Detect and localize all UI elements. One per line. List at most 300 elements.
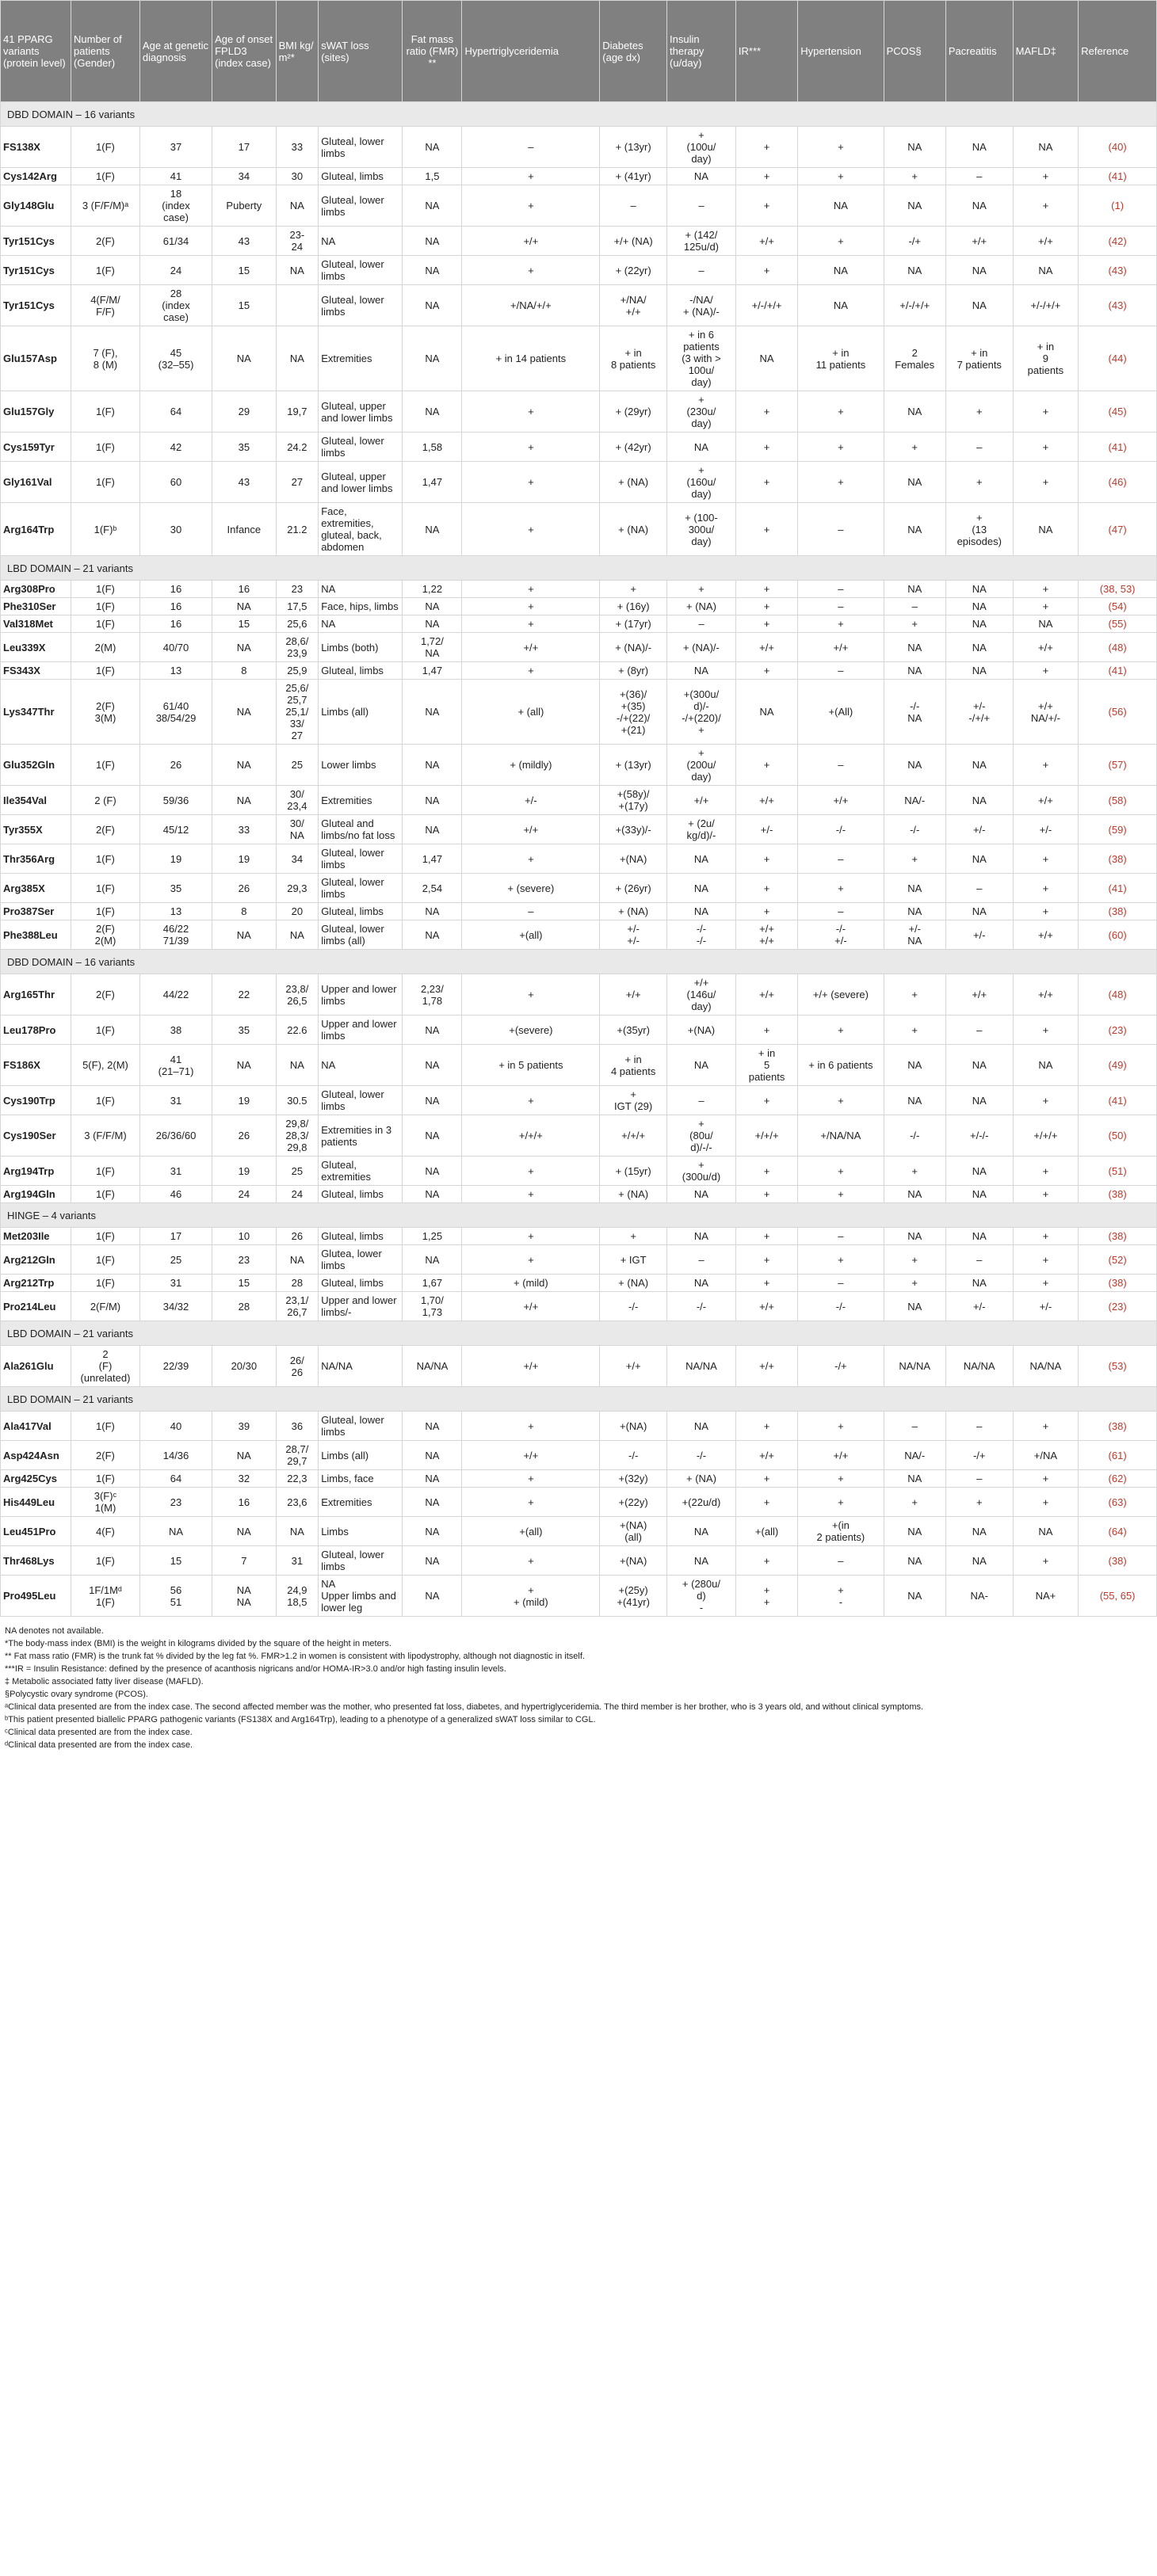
cell-swat-loss: Limbs (all) bbox=[319, 1441, 403, 1470]
cell-mafld: NA bbox=[1013, 615, 1079, 633]
cell-variant: Asp424Asn bbox=[1, 1441, 71, 1470]
cell-insulin-therapy: + (100u/ day) bbox=[667, 127, 736, 168]
cell-hypertension: +/NA/NA bbox=[798, 1115, 884, 1157]
cell-age-diagnosis: 13 bbox=[139, 903, 212, 920]
cell-age-onset: 35 bbox=[212, 433, 276, 462]
cell-ir: + bbox=[735, 581, 797, 598]
cell-variant: Arg164Trp bbox=[1, 503, 71, 556]
cell-ir: + bbox=[735, 615, 797, 633]
cell-age-diagnosis: 31 bbox=[139, 1086, 212, 1115]
cell-mafld: + bbox=[1013, 598, 1079, 615]
cell-mafld: + bbox=[1013, 185, 1079, 227]
cell-reference: (58) bbox=[1079, 786, 1157, 815]
cell-fmr: NA bbox=[403, 745, 462, 786]
footnote: §Polycystic ovary syndrome (PCOS). bbox=[5, 1690, 148, 1699]
cell-hypertriglyceridemia: + in 5 patients bbox=[462, 1045, 600, 1086]
cell-pancreatitis: NA bbox=[945, 1045, 1013, 1086]
cell-mafld: NA bbox=[1013, 1517, 1079, 1546]
cell-ir: + bbox=[735, 1275, 797, 1292]
table-row bbox=[1, 326, 1157, 391]
cell-fmr: NA bbox=[403, 598, 462, 615]
cell-variant: Arg194Gln bbox=[1, 1186, 71, 1203]
cell-pcos: -/- bbox=[884, 1115, 945, 1157]
cell-hypertriglyceridemia: +(all) bbox=[462, 920, 600, 950]
cell-insulin-therapy: + (NA) bbox=[667, 598, 736, 615]
cell-insulin-therapy: + (230u/ day) bbox=[667, 391, 736, 433]
cell-patients: 1(F) bbox=[71, 581, 140, 598]
cell-variant: Arg165Thr bbox=[1, 974, 71, 1016]
cell-pancreatitis: NA bbox=[945, 615, 1013, 633]
cell-pcos: NA bbox=[884, 874, 945, 903]
cell-fmr: NA bbox=[403, 1245, 462, 1275]
cell-pancreatitis: + bbox=[945, 1488, 1013, 1517]
cell-patients: 1(F) bbox=[71, 1412, 140, 1441]
cell-reference: (60) bbox=[1079, 920, 1157, 950]
cell-patients: 2(F) bbox=[71, 1441, 140, 1470]
cell-variant: Gly161Val bbox=[1, 462, 71, 503]
cell-ir: + bbox=[735, 391, 797, 433]
cell-insulin-therapy: NA bbox=[667, 1228, 736, 1245]
cell-hypertension: + bbox=[798, 391, 884, 433]
cell-age-onset: 26 bbox=[212, 874, 276, 903]
cell-mafld: + bbox=[1013, 1412, 1079, 1441]
cell-mafld: +/+ bbox=[1013, 920, 1079, 950]
cell-bmi: 26 bbox=[276, 1228, 319, 1245]
cell-pancreatitis: NA bbox=[945, 127, 1013, 168]
footnote: ᵃClinical data presented are from the index case. The second affected member was the mother, who presented fat loss, diabetes, and hypertriglyceridemia. The third member is her brother, who is 3 years old, and without clinical symptoms. bbox=[5, 1702, 924, 1712]
cell-bmi: 28,6/ 23,9 bbox=[276, 633, 319, 662]
cell-bmi: 25 bbox=[276, 1157, 319, 1186]
cell-variant: FS186X bbox=[1, 1045, 71, 1086]
cell-reference: (52) bbox=[1079, 1245, 1157, 1275]
cell-ir: NA bbox=[735, 680, 797, 745]
cell-hypertriglyceridemia: + bbox=[462, 503, 600, 556]
cell-age-diagnosis: 56 51 bbox=[139, 1576, 212, 1617]
cell-insulin-therapy: NA bbox=[667, 433, 736, 462]
cell-ir: + bbox=[735, 185, 797, 227]
cell-pancreatitis: NA bbox=[945, 256, 1013, 285]
cell-bmi: 17,5 bbox=[276, 598, 319, 615]
cell-hypertension: + bbox=[798, 1488, 884, 1517]
cell-age-diagnosis: 26/36/60 bbox=[139, 1115, 212, 1157]
cell-insulin-therapy: +(22u/d) bbox=[667, 1488, 736, 1517]
cell-age-onset: 24 bbox=[212, 1186, 276, 1203]
cell-diabetes: +/+ (NA) bbox=[600, 227, 667, 256]
cell-age-onset: 16 bbox=[212, 1488, 276, 1517]
cell-bmi: 31 bbox=[276, 1546, 319, 1576]
cell-hypertension: – bbox=[798, 662, 884, 680]
table-row bbox=[1, 680, 1157, 745]
cell-age-onset: 19 bbox=[212, 1157, 276, 1186]
cell-mafld: + bbox=[1013, 1157, 1079, 1186]
cell-ir: +/-/+/+ bbox=[735, 285, 797, 326]
cell-age-onset: 22 bbox=[212, 974, 276, 1016]
cell-age-onset: 32 bbox=[212, 1470, 276, 1488]
cell-patients: 1(F) bbox=[71, 1228, 140, 1245]
cell-fmr: NA bbox=[403, 615, 462, 633]
cell-insulin-therapy: -/- bbox=[667, 1441, 736, 1470]
cell-hypertriglyceridemia: + (mild) bbox=[462, 1275, 600, 1292]
cell-pancreatitis: + in 7 patients bbox=[945, 326, 1013, 391]
cell-hypertriglyceridemia: + bbox=[462, 581, 600, 598]
cell-ir: + bbox=[735, 1488, 797, 1517]
cell-insulin-therapy: + (160u/ day) bbox=[667, 462, 736, 503]
cell-bmi: 20 bbox=[276, 903, 319, 920]
cell-mafld: +/+ bbox=[1013, 227, 1079, 256]
cell-variant: FS343X bbox=[1, 662, 71, 680]
cell-pcos: + bbox=[884, 615, 945, 633]
cell-insulin-therapy: – bbox=[667, 615, 736, 633]
table-row bbox=[1, 1186, 1157, 1203]
cell-pcos: NA bbox=[884, 127, 945, 168]
cell-insulin-therapy: NA/NA bbox=[667, 1346, 736, 1387]
cell-mafld: + bbox=[1013, 1186, 1079, 1203]
cell-hypertension: – bbox=[798, 598, 884, 615]
cell-reference: (38) bbox=[1079, 1228, 1157, 1245]
cell-patients: 1(F) bbox=[71, 433, 140, 462]
cell-diabetes: +(33y)/- bbox=[600, 815, 667, 844]
cell-hypertriglyceridemia: + bbox=[462, 391, 600, 433]
cell-swat-loss: Limbs, face bbox=[319, 1470, 403, 1488]
cell-pcos: NA bbox=[884, 462, 945, 503]
cell-age-onset: 23 bbox=[212, 1245, 276, 1275]
cell-pancreatitis: NA bbox=[945, 1275, 1013, 1292]
cell-age-diagnosis: NA bbox=[139, 1517, 212, 1546]
cell-age-onset: 29 bbox=[212, 391, 276, 433]
cell-variant: Glu157Asp bbox=[1, 326, 71, 391]
cell-patients: 2(F) bbox=[71, 815, 140, 844]
cell-hypertriglyceridemia: + bbox=[462, 1488, 600, 1517]
cell-fmr: NA bbox=[403, 1086, 462, 1115]
cell-hypertension: – bbox=[798, 1228, 884, 1245]
cell-swat-loss: Extremities bbox=[319, 326, 403, 391]
cell-diabetes: + (NA) bbox=[600, 903, 667, 920]
cell-age-onset: NA bbox=[212, 745, 276, 786]
table-row bbox=[1, 786, 1157, 815]
cell-hypertension: – bbox=[798, 745, 884, 786]
cell-diabetes: +(NA) (all) bbox=[600, 1517, 667, 1546]
section-header-row bbox=[1, 1387, 1157, 1412]
cell-pcos: + bbox=[884, 974, 945, 1016]
cell-mafld: + bbox=[1013, 1488, 1079, 1517]
cell-age-diagnosis: 60 bbox=[139, 462, 212, 503]
cell-variant: Tyr151Cys bbox=[1, 256, 71, 285]
cell-bmi: 24.2 bbox=[276, 433, 319, 462]
cell-ir: + + bbox=[735, 1576, 797, 1617]
section-title: LBD DOMAIN – 21 variants bbox=[1, 1387, 1157, 1412]
table-row bbox=[1, 1576, 1157, 1617]
cell-bmi: 24 bbox=[276, 1186, 319, 1203]
cell-age-diagnosis: 35 bbox=[139, 874, 212, 903]
cell-variant: Glu352Gln bbox=[1, 745, 71, 786]
header-hypertriglyceridemia: Hypertriglyceridemia bbox=[462, 1, 600, 102]
cell-insulin-therapy: NA bbox=[667, 844, 736, 874]
cell-pcos: NA bbox=[884, 1045, 945, 1086]
cell-swat-loss: Extremities bbox=[319, 786, 403, 815]
cell-pcos: NA bbox=[884, 185, 945, 227]
cell-pancreatitis: NA bbox=[945, 581, 1013, 598]
header-age-diagnosis: Age at genetic diagnosis bbox=[139, 1, 212, 102]
cell-hypertension: + bbox=[798, 1470, 884, 1488]
cell-pcos: + bbox=[884, 1275, 945, 1292]
cell-pancreatitis: NA bbox=[945, 786, 1013, 815]
cell-swat-loss: Gluteal, lower limbs bbox=[319, 433, 403, 462]
cell-hypertension: -/- +/- bbox=[798, 920, 884, 950]
cell-hypertriglyceridemia: +/- bbox=[462, 786, 600, 815]
cell-mafld: + bbox=[1013, 1228, 1079, 1245]
cell-fmr: 1,58 bbox=[403, 433, 462, 462]
cell-pcos: + bbox=[884, 1157, 945, 1186]
cell-pcos: NA bbox=[884, 1546, 945, 1576]
cell-mafld: +/+ bbox=[1013, 633, 1079, 662]
cell-age-onset: 8 bbox=[212, 903, 276, 920]
cell-pancreatitis: – bbox=[945, 874, 1013, 903]
cell-insulin-therapy: -/- -/- bbox=[667, 920, 736, 950]
cell-diabetes: + IGT (29) bbox=[600, 1086, 667, 1115]
cell-hypertriglyceridemia: + + (mild) bbox=[462, 1576, 600, 1617]
cell-ir: + bbox=[735, 598, 797, 615]
cell-variant: Tyr355X bbox=[1, 815, 71, 844]
cell-fmr: 1,5 bbox=[403, 168, 462, 185]
cell-age-onset: 15 bbox=[212, 285, 276, 326]
cell-ir: +/+ bbox=[735, 227, 797, 256]
cell-age-onset: 19 bbox=[212, 1086, 276, 1115]
cell-age-diagnosis: 38 bbox=[139, 1016, 212, 1045]
cell-insulin-therapy: -/NA/ + (NA)/- bbox=[667, 285, 736, 326]
cell-patients: 1(F) bbox=[71, 745, 140, 786]
cell-age-onset: 20/30 bbox=[212, 1346, 276, 1387]
cell-diabetes: + (16y) bbox=[600, 598, 667, 615]
cell-ir: +/+/+ bbox=[735, 1115, 797, 1157]
cell-age-onset: 34 bbox=[212, 168, 276, 185]
cell-pancreatitis: NA bbox=[945, 903, 1013, 920]
cell-fmr: NA bbox=[403, 285, 462, 326]
cell-insulin-therapy: + (NA) bbox=[667, 1470, 736, 1488]
cell-diabetes: +/NA/ +/+ bbox=[600, 285, 667, 326]
cell-mafld: + bbox=[1013, 433, 1079, 462]
cell-mafld: +/- bbox=[1013, 815, 1079, 844]
cell-swat-loss: Gluteal, upper and lower limbs bbox=[319, 462, 403, 503]
cell-pcos: – bbox=[884, 598, 945, 615]
cell-patients: 3 (F/F/M) bbox=[71, 1115, 140, 1157]
cell-pancreatitis: +/- bbox=[945, 1292, 1013, 1321]
cell-fmr: 1,47 bbox=[403, 844, 462, 874]
cell-ir: + bbox=[735, 1412, 797, 1441]
cell-diabetes: + IGT bbox=[600, 1245, 667, 1275]
cell-reference: (41) bbox=[1079, 874, 1157, 903]
cell-pcos: NA bbox=[884, 391, 945, 433]
cell-fmr: NA bbox=[403, 903, 462, 920]
cell-hypertension: -/+ bbox=[798, 1346, 884, 1387]
cell-reference: (44) bbox=[1079, 326, 1157, 391]
cell-patients: 1(F) bbox=[71, 874, 140, 903]
cell-bmi: 23,6 bbox=[276, 1488, 319, 1517]
cell-reference: (45) bbox=[1079, 391, 1157, 433]
cell-reference: (61) bbox=[1079, 1441, 1157, 1470]
cell-fmr: 1,22 bbox=[403, 581, 462, 598]
cell-pancreatitis: NA bbox=[945, 1086, 1013, 1115]
cell-mafld: NA bbox=[1013, 503, 1079, 556]
cell-patients: 4(F/M/ F/F) bbox=[71, 285, 140, 326]
cell-mafld: + bbox=[1013, 1470, 1079, 1488]
cell-pcos: NA/- bbox=[884, 786, 945, 815]
cell-hypertriglyceridemia: – bbox=[462, 903, 600, 920]
cell-hypertriglyceridemia: + bbox=[462, 433, 600, 462]
cell-variant: Cys190Ser bbox=[1, 1115, 71, 1157]
header-insulin-therapy: Insulin therapy (u/day) bbox=[667, 1, 736, 102]
cell-hypertension: – bbox=[798, 1546, 884, 1576]
cell-bmi: 22,3 bbox=[276, 1470, 319, 1488]
cell-hypertension: + - bbox=[798, 1576, 884, 1617]
cell-age-onset: Puberty bbox=[212, 185, 276, 227]
cell-bmi: 23,1/ 26,7 bbox=[276, 1292, 319, 1321]
cell-hypertriglyceridemia: +(severe) bbox=[462, 1016, 600, 1045]
cell-swat-loss: Upper and lower limbs bbox=[319, 1016, 403, 1045]
cell-variant: Phe310Ser bbox=[1, 598, 71, 615]
cell-reference: (38) bbox=[1079, 844, 1157, 874]
cell-hypertension: -/- bbox=[798, 1292, 884, 1321]
cell-age-diagnosis: 31 bbox=[139, 1275, 212, 1292]
cell-age-diagnosis: 64 bbox=[139, 1470, 212, 1488]
cell-variant: Leu339X bbox=[1, 633, 71, 662]
cell-hypertriglyceridemia: + bbox=[462, 615, 600, 633]
cell-diabetes: – bbox=[600, 185, 667, 227]
cell-fmr: NA bbox=[403, 1546, 462, 1576]
cell-pancreatitis: +/-/- bbox=[945, 1115, 1013, 1157]
cell-mafld: + bbox=[1013, 391, 1079, 433]
cell-diabetes: +(58y)/ +(17y) bbox=[600, 786, 667, 815]
cell-swat-loss: Gluteal, lower limbs bbox=[319, 127, 403, 168]
cell-hypertriglyceridemia: + (severe) bbox=[462, 874, 600, 903]
cell-hypertension: NA bbox=[798, 256, 884, 285]
cell-reference: (43) bbox=[1079, 285, 1157, 326]
cell-fmr: NA bbox=[403, 391, 462, 433]
cell-age-onset: Infance bbox=[212, 503, 276, 556]
cell-diabetes: + (26yr) bbox=[600, 874, 667, 903]
cell-age-onset: 17 bbox=[212, 127, 276, 168]
cell-fmr: 2,54 bbox=[403, 874, 462, 903]
header-reference: Reference bbox=[1079, 1, 1157, 102]
cell-fmr: NA bbox=[403, 1157, 462, 1186]
cell-patients: 3 (F/F/M)ᵃ bbox=[71, 185, 140, 227]
cell-diabetes: + (NA) bbox=[600, 1186, 667, 1203]
cell-swat-loss: Gluteal, limbs bbox=[319, 1186, 403, 1203]
header-mafld: MAFLD‡ bbox=[1013, 1, 1079, 102]
cell-bmi: 28,7/ 29,7 bbox=[276, 1441, 319, 1470]
cell-variant: Val318Met bbox=[1, 615, 71, 633]
cell-pancreatitis: + bbox=[945, 391, 1013, 433]
cell-pancreatitis: – bbox=[945, 1412, 1013, 1441]
footnote: ‡ Metabolic associated fatty liver disease (MAFLD). bbox=[5, 1677, 204, 1686]
section-title: LBD DOMAIN – 21 variants bbox=[1, 1321, 1157, 1346]
cell-variant: Cys190Trp bbox=[1, 1086, 71, 1115]
cell-patients: 1(F)ᵇ bbox=[71, 503, 140, 556]
cell-variant: Arg194Trp bbox=[1, 1157, 71, 1186]
cell-age-onset: 26 bbox=[212, 1115, 276, 1157]
cell-diabetes: +(NA) bbox=[600, 844, 667, 874]
cell-pcos: NA bbox=[884, 745, 945, 786]
cell-diabetes: + (15yr) bbox=[600, 1157, 667, 1186]
cell-hypertriglyceridemia: +(all) bbox=[462, 1517, 600, 1546]
cell-reference: (23) bbox=[1079, 1292, 1157, 1321]
cell-hypertension: NA bbox=[798, 185, 884, 227]
cell-diabetes: + (13yr) bbox=[600, 745, 667, 786]
cell-fmr: NA bbox=[403, 1517, 462, 1546]
cell-age-diagnosis: 30 bbox=[139, 503, 212, 556]
cell-reference: (59) bbox=[1079, 815, 1157, 844]
cell-fmr: NA bbox=[403, 1441, 462, 1470]
cell-diabetes: +(NA) bbox=[600, 1412, 667, 1441]
cell-bmi bbox=[276, 285, 319, 326]
cell-diabetes: + (41yr) bbox=[600, 168, 667, 185]
cell-reference: (48) bbox=[1079, 974, 1157, 1016]
cell-bmi: 22.6 bbox=[276, 1016, 319, 1045]
cell-reference: (49) bbox=[1079, 1045, 1157, 1086]
cell-ir: +/+ bbox=[735, 1346, 797, 1387]
cell-age-diagnosis: 31 bbox=[139, 1157, 212, 1186]
cell-ir: + bbox=[735, 745, 797, 786]
cell-insulin-therapy: -/- bbox=[667, 1292, 736, 1321]
cell-variant: Thr468Lys bbox=[1, 1546, 71, 1576]
cell-bmi: 30 bbox=[276, 168, 319, 185]
cell-ir: + bbox=[735, 1228, 797, 1245]
cell-age-diagnosis: 41 bbox=[139, 168, 212, 185]
cell-pancreatitis: +/+ bbox=[945, 227, 1013, 256]
cell-insulin-therapy: + bbox=[667, 581, 736, 598]
cell-age-onset: 39 bbox=[212, 1412, 276, 1441]
cell-age-diagnosis: 19 bbox=[139, 844, 212, 874]
cell-fmr: NA bbox=[403, 1576, 462, 1617]
cell-diabetes: -/- bbox=[600, 1441, 667, 1470]
cell-hypertriglyceridemia: + bbox=[462, 662, 600, 680]
cell-age-onset: 10 bbox=[212, 1228, 276, 1245]
cell-pancreatitis: NA bbox=[945, 285, 1013, 326]
table-row bbox=[1, 1228, 1157, 1245]
header-ir: IR*** bbox=[735, 1, 797, 102]
cell-fmr: NA bbox=[403, 680, 462, 745]
cell-hypertension: +/+ (severe) bbox=[798, 974, 884, 1016]
cell-hypertension: +(in 2 patients) bbox=[798, 1517, 884, 1546]
cell-diabetes: + (NA)/- bbox=[600, 633, 667, 662]
cell-age-onset: 43 bbox=[212, 462, 276, 503]
cell-fmr: NA bbox=[403, 1488, 462, 1517]
cell-patients: 3(F)ᶜ 1(M) bbox=[71, 1488, 140, 1517]
cell-bmi: 30.5 bbox=[276, 1086, 319, 1115]
cell-pancreatitis: NA/NA bbox=[945, 1346, 1013, 1387]
cell-swat-loss: Gluteal and limbs/no fat loss bbox=[319, 815, 403, 844]
section-header-row bbox=[1, 1203, 1157, 1228]
cell-hypertension: + bbox=[798, 1157, 884, 1186]
cell-mafld: + bbox=[1013, 1086, 1079, 1115]
cell-insulin-therapy: + (100- 300u/ day) bbox=[667, 503, 736, 556]
section-header-row bbox=[1, 1321, 1157, 1346]
table-row bbox=[1, 227, 1157, 256]
table-row bbox=[1, 433, 1157, 462]
cell-ir: + bbox=[735, 1186, 797, 1203]
cell-diabetes: +(25y) +(41yr) bbox=[600, 1576, 667, 1617]
cell-diabetes: + in 8 patients bbox=[600, 326, 667, 391]
cell-age-diagnosis: 42 bbox=[139, 433, 212, 462]
table-row bbox=[1, 844, 1157, 874]
cell-diabetes: + in 4 patients bbox=[600, 1045, 667, 1086]
cell-insulin-therapy: NA bbox=[667, 874, 736, 903]
cell-swat-loss: NA bbox=[319, 1045, 403, 1086]
cell-pancreatitis: – bbox=[945, 1016, 1013, 1045]
cell-reference: (53) bbox=[1079, 1346, 1157, 1387]
cell-pancreatitis: + (13 episodes) bbox=[945, 503, 1013, 556]
cell-insulin-therapy: NA bbox=[667, 1186, 736, 1203]
cell-hypertension: + bbox=[798, 433, 884, 462]
